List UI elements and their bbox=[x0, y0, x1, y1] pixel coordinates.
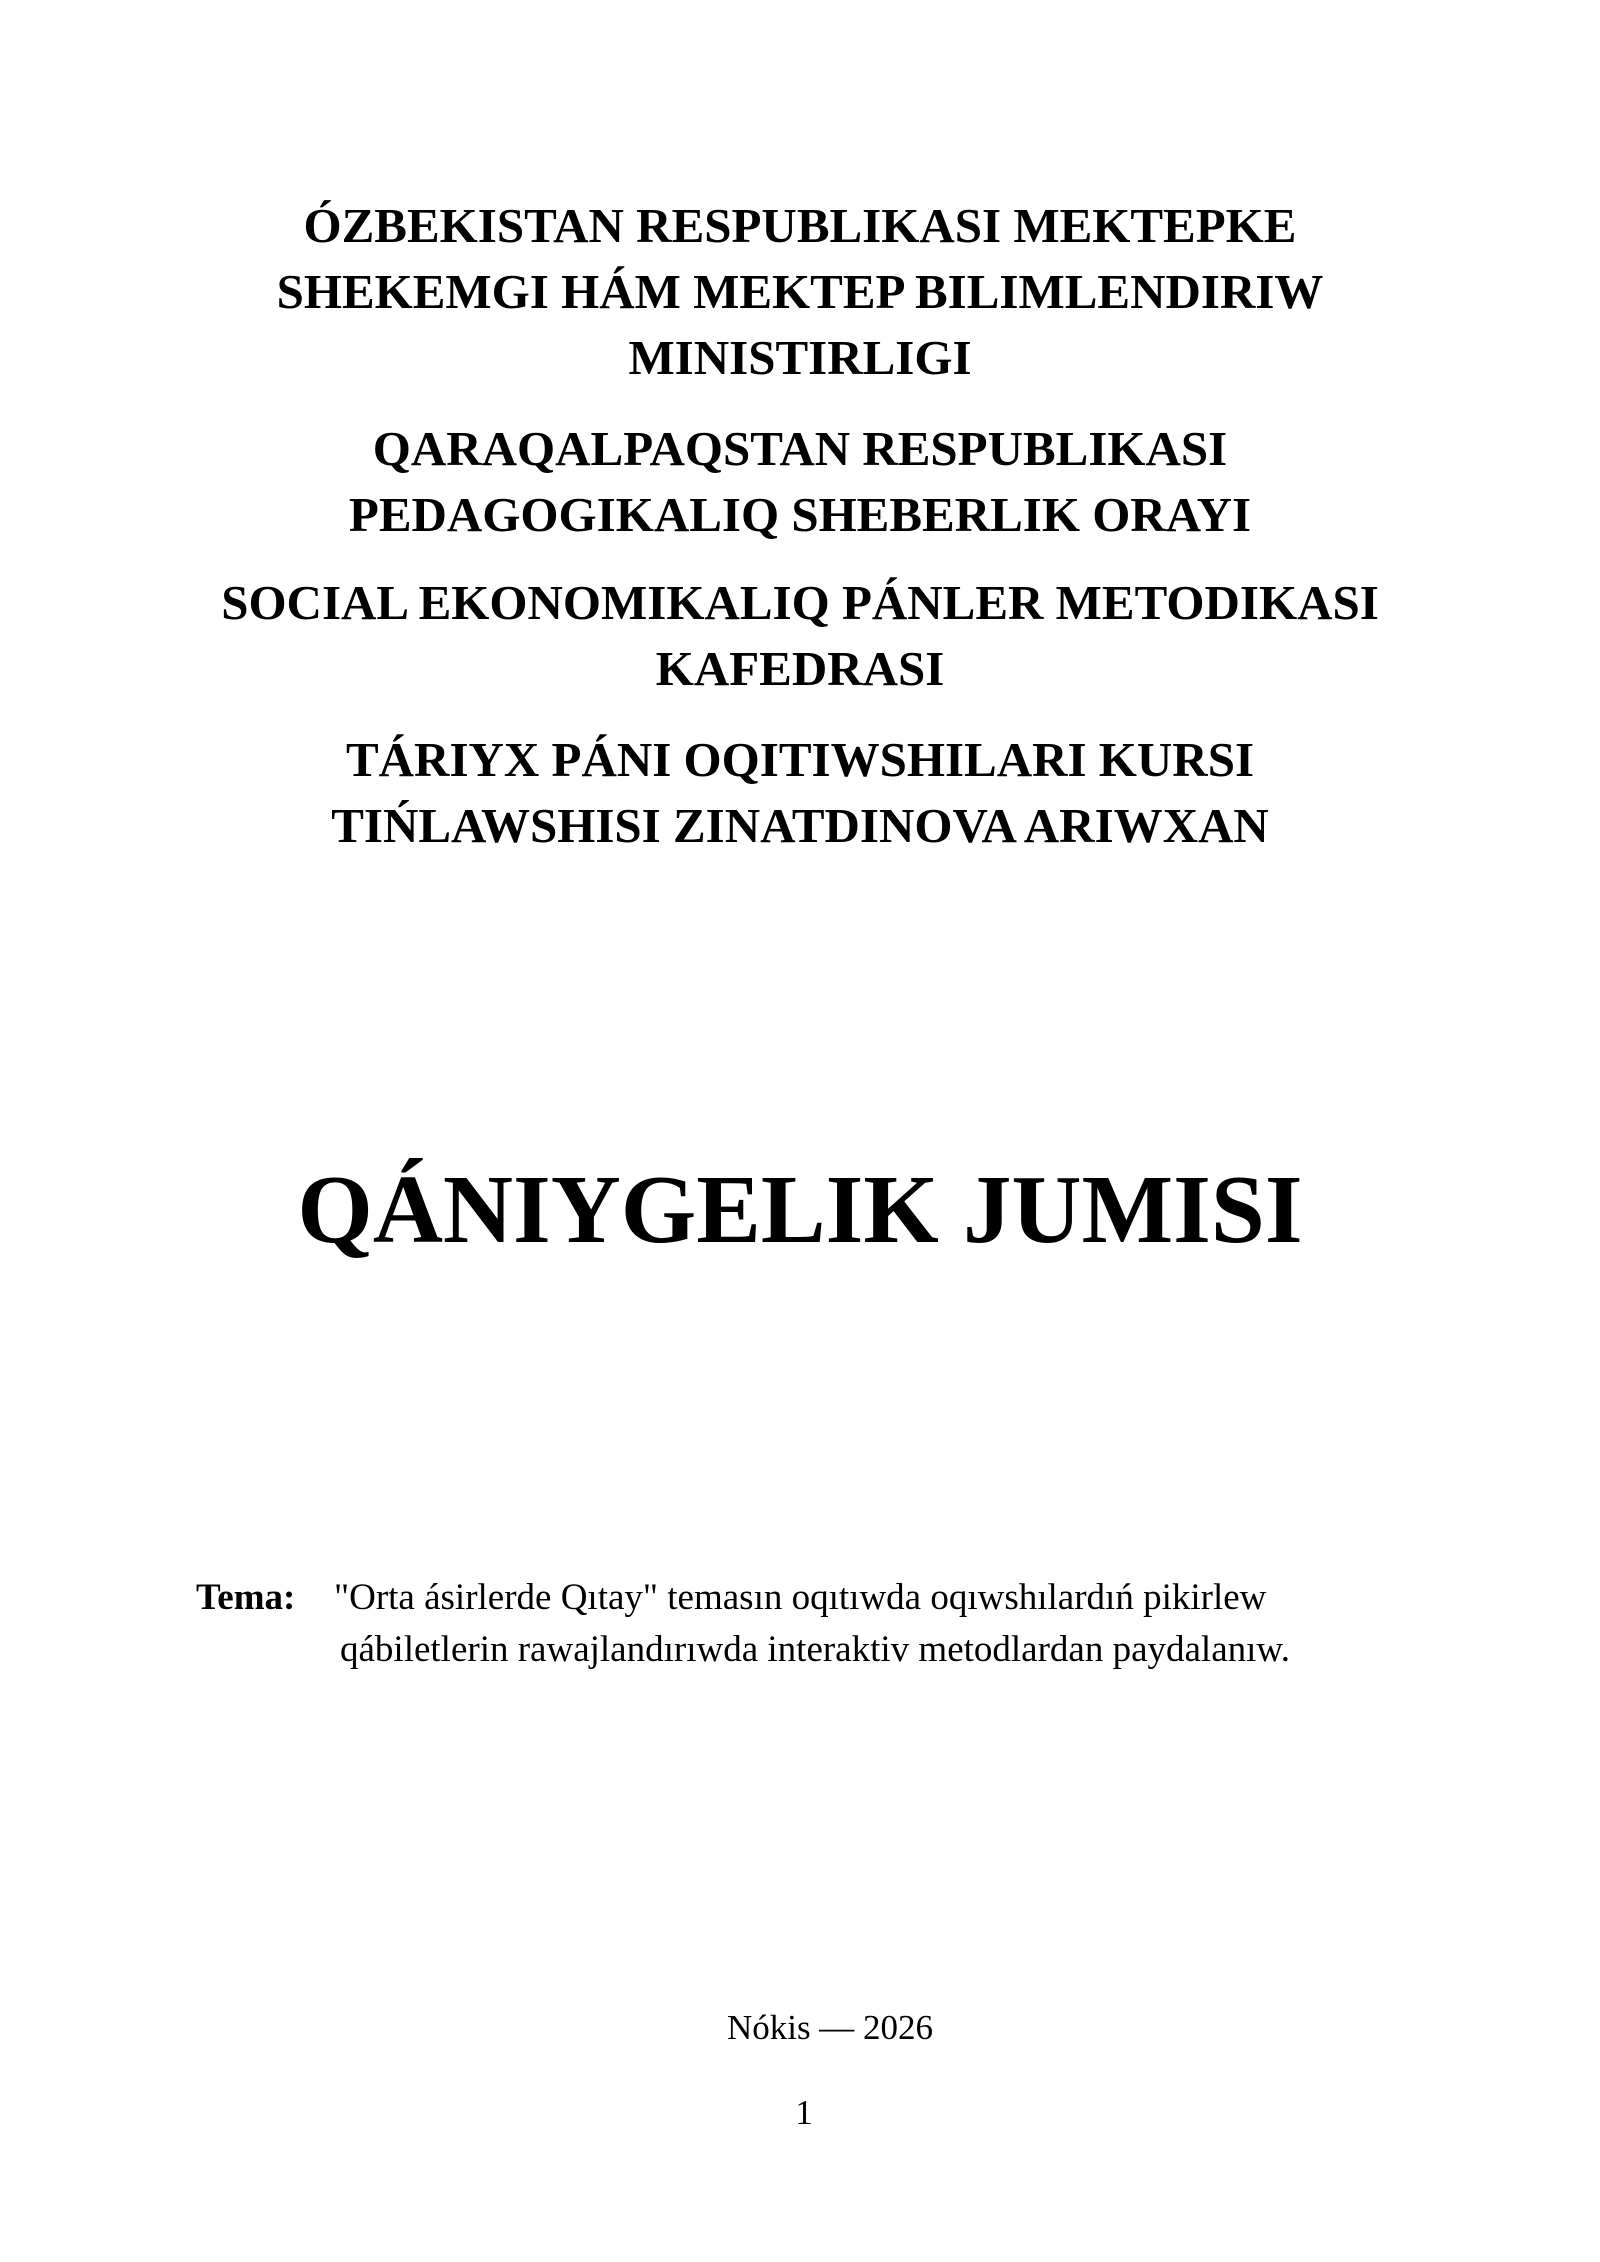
topic-label: Tema: bbox=[196, 1577, 296, 1618]
topic-line-1 bbox=[150, 1572, 1470, 1624]
department-heading-line: SOCIAL EKONOMIKALIQ PÁNLER METODIKASI bbox=[221, 575, 1379, 630]
department-heading bbox=[150, 570, 1450, 702]
document-title: QÁNIYGELIK JUMISI bbox=[297, 1156, 1303, 1263]
city-year: Nókis — 2026 bbox=[726, 2008, 934, 2047]
center-heading-line: QARAQALPAQSTAN RESPUBLIKASI bbox=[372, 421, 1228, 476]
center-heading bbox=[150, 416, 1450, 548]
topic-text-line-1: "Orta ásirlerde Qıtay" temasın oqıtıwda oqıwshılardıń pikirlew bbox=[334, 1577, 1267, 1618]
ministry-heading-line: MINISTIRLIGI bbox=[628, 330, 972, 385]
ministry-heading-line: ÓZBEKISTAN RESPUBLIKASI MEKTEPKE bbox=[303, 198, 1297, 253]
topic-block bbox=[150, 1572, 1470, 1676]
department-heading-line: KAFEDRASI bbox=[655, 641, 945, 696]
ministry-heading bbox=[150, 193, 1450, 391]
author-heading-line: TÁRIYX PÁNI OQITIWSHILARI KURSI bbox=[345, 732, 1255, 787]
center-heading-line: PEDAGOGIKALIQ SHEBERLIK ORAYI bbox=[348, 487, 1252, 542]
ministry-heading-line: SHEKEMGI HÁM MEKTEP BILIMLENDIRIW bbox=[276, 264, 1324, 319]
topic-text-line-2: qábiletlerin rawajlandırıwda interaktiv metodlardan paydalanıw. bbox=[340, 1629, 1290, 1670]
page-number: 1 bbox=[795, 2093, 813, 2132]
author-heading-line: TIŃLAWSHISI ZINATDINOVA ARIWXAN bbox=[331, 798, 1269, 853]
author-heading bbox=[150, 727, 1450, 859]
